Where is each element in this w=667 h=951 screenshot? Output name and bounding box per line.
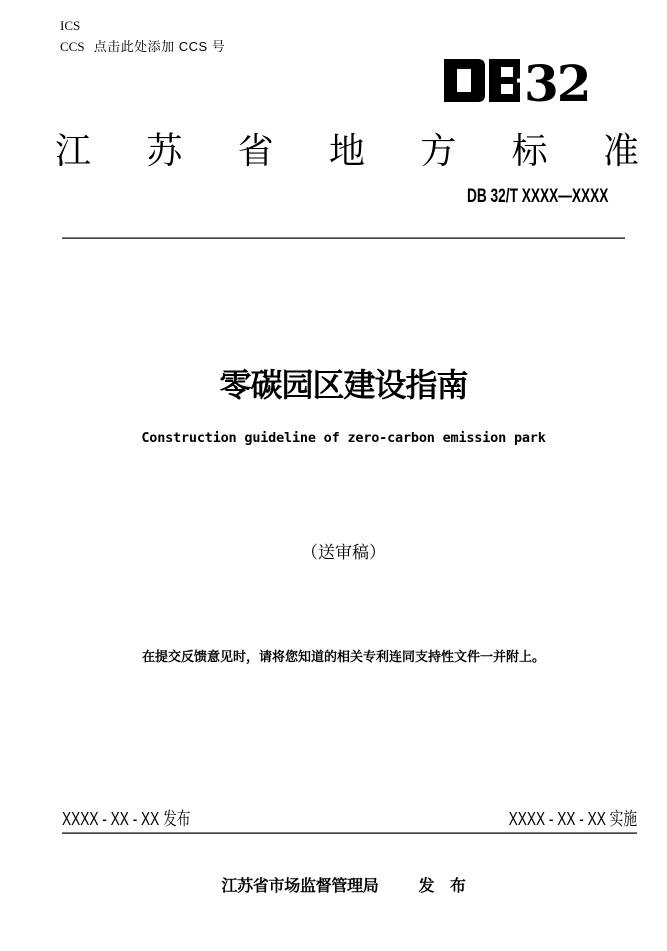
document-title-chinese: 零碳园区建设指南 <box>219 367 468 403</box>
publisher-row <box>62 873 625 896</box>
ccs-row <box>60 36 225 57</box>
patent-note: 在提交反馈意见时，请将您知道的相关专利连同支持性文件一并附上。 <box>141 649 545 664</box>
issuer-name: 江苏省市场监督管理局 <box>221 878 379 895</box>
db32-logo <box>444 58 590 105</box>
classification-block <box>60 15 225 57</box>
standard-number: DB 32/T XXXX—XXXX <box>466 186 608 207</box>
dates-row <box>62 808 637 830</box>
db32-logo-number: 32 <box>524 58 590 105</box>
header-divider-rule <box>62 237 625 239</box>
db32-logo-graphic <box>444 58 590 105</box>
document-title-english: Construction guideline of zero-carbon emission park <box>141 430 546 446</box>
ics-label: ICS <box>60 18 81 33</box>
footer-divider-rule <box>62 832 637 834</box>
draft-stage-label: （送审稿） <box>301 543 386 562</box>
implement-date: XXXX - XX - XX 实施 <box>508 809 637 829</box>
ccs-label: CCS <box>60 39 85 54</box>
ccs-number-placeholder-field[interactable]: 点击此处添加 CCS 号 <box>93 39 226 54</box>
db-logo-letters <box>444 59 520 102</box>
release-label: 发 布 <box>418 878 466 895</box>
issue-date: XXXX - XX - XX 发布 <box>62 809 191 829</box>
standard-name-heading: 江苏省地方标准 <box>55 130 639 171</box>
